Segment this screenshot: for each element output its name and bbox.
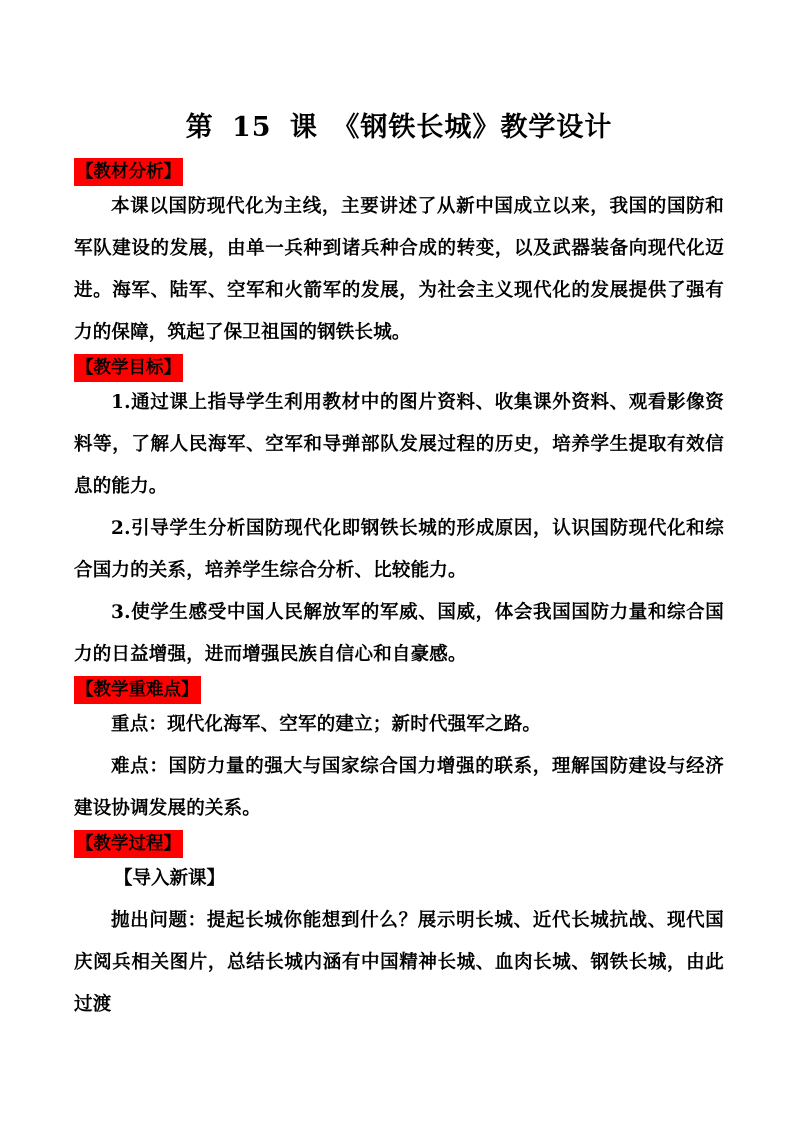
goal-item-3: 3.使学生感受中国人民解放军的军威、国威，体会我国国防力量和综合国力的日益增强，进而增强民族自信心和自豪感。: [74, 602, 724, 665]
section-process: [74, 830, 724, 1026]
section-analysis: [74, 158, 724, 354]
section-goals: [74, 354, 724, 676]
page-title: 第 15 课 《钢铁长城》教学设计: [185, 112, 613, 143]
process-intro-paragraph: 抛出问题：提起长城你能想到什么？展示明长城、近代长城抗战、现代国庆阅兵相关图片，总结长城内涵有中国精神长城、血肉长城、钢铁长城，由此过渡: [74, 910, 724, 1015]
analysis-paragraph: 本课以国防现代化为主线，主要讲述了从新中国成立以来，我国的国防和军队建设的发展，由单一兵种到诸兵种合成的转变，以及武器装备向现代化迈进。海军、陆军、空军和火箭军的发展，为社会主义现代化的发展提供了强有力的保障，筑起了保卫祖国的钢铁长城。: [74, 196, 724, 343]
section-keypoints: [74, 676, 724, 830]
section-heading-analysis: 【教材分析】: [74, 158, 183, 186]
keypoint-focus: 重点：现代化海军、空军的建立；新时代强军之路。: [111, 714, 542, 735]
section-heading-process: 【教学过程】: [74, 830, 183, 858]
section-heading-keypoints: 【教学重难点】: [74, 676, 201, 704]
section-heading-goals: 【教学目标】: [74, 354, 183, 382]
goal-item-2: 2.引导学生分析国防现代化即钢铁长城的形成原因，认识国防现代化和综合国力的关系，培养学生综合分析、比较能力。: [74, 518, 724, 581]
goal-item-1: 1.通过课上指导学生利用教材中的图片资料、收集课外资料、观看影像资料等，了解人民海军、空军和导弹部队发展过程的历史，培养学生提取有效信息的能力。: [74, 392, 724, 497]
process-subheading-intro: 【导入新课】: [114, 868, 226, 889]
keypoint-difficulty: 难点：国防力量的强大与国家综合国力增强的联系，理解国防建设与经济建设协调发展的关系。: [74, 756, 724, 819]
